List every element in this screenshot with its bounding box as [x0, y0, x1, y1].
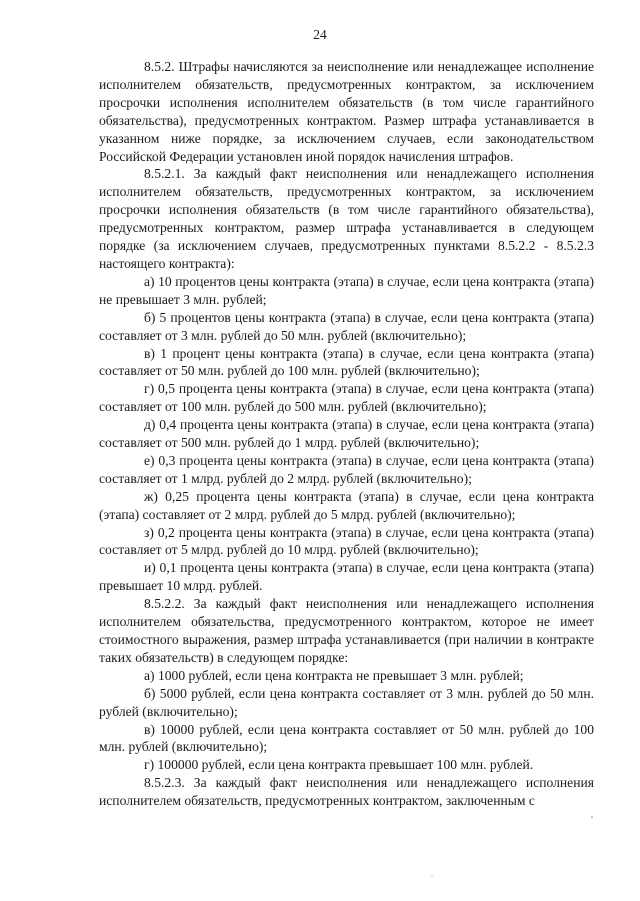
scan-speck	[591, 816, 593, 818]
list-item-g: г) 0,5 процента цены контракта (этапа) в случае, если цена контракта (этапа) составляет от 100 млн. рублей до 500 млн. рублей (включительно);	[99, 381, 594, 415]
list-item-i: и) 0,1 процента цены контракта (этапа) в случае, если цена контракта (этапа) превышает 10 млрд. рублей.	[99, 560, 594, 594]
scan-speck	[431, 875, 432, 876]
paragraph-8-5-2-2: 8.5.2.2. За каждый факт неисполнения или ненадлежащего исполнения исполнителем обязательства, предусмотренного контрактом, которое не имеет стоимостного выражения, размер штрафа устанавливается (при наличии в контракте таких обязательств) в следующем порядке:	[99, 596, 594, 665]
list-item-zh: ж) 0,25 процента цены контракта (этапа) в случае, если цена контракта (этапа) составляет от 2 млрд. рублей до 5 млрд. рублей (включительно);	[99, 488, 594, 522]
list-item-z: з) 0,2 процента цены контракта (этапа) в случае, если цена контракта (этапа) составляет от 5 млрд. рублей до 10 млрд. рублей (включительно);	[99, 524, 594, 558]
fine-item-g: г) 100000 рублей, если цена контракта превышает 100 млн. рублей.	[144, 757, 534, 773]
fine-item-a: а) 1000 рублей, если цена контракта не превышает 3 млн. рублей;	[144, 667, 524, 683]
document-body	[99, 58, 594, 810]
fine-item-v: в) 10000 рублей, если цена контракта составляет от 50 млн. рублей до 100 млн. рублей (включительно);	[99, 721, 594, 755]
list-item-a: а) 10 процентов цены контракта (этапа) в случае, если цена контракта (этапа) не превышает 3 млн. рублей;	[99, 273, 594, 307]
list-item-b: б) 5 процентов цены контракта (этапа) в случае, если цена контракта (этапа) составляет от 3 млн. рублей до 50 млн. рублей (включительно);	[99, 309, 594, 343]
page-number: 24	[313, 27, 327, 42]
list-item-d: д) 0,4 процента цены контракта (этапа) в случае, если цена контракта (этапа) составляет от 500 млн. рублей до 1 млрд. рублей (включительно);	[99, 417, 594, 451]
list-item-v: в) 1 процент цены контракта (этапа) в случае, если цена контракта (этапа) составляет от 50 млн. рублей до 100 млн. рублей (включительно);	[99, 345, 594, 379]
paragraph-8-5-2-3: 8.5.2.3. За каждый факт неисполнения или ненадлежащего исполнения исполнителем обязательств, предусмотренных контрактом, заключенным с	[99, 775, 594, 809]
paragraph-8-5-2-1: 8.5.2.1. За каждый факт неисполнения или ненадлежащего исполнения исполнителем обязательств, предусмотренных контрактом, за исключением просрочки исполнения обязательств (в том числе гарантийного обязательства), предусмотренных контрактом, размер штрафа устанавливается в следующем порядке (за исключением случаев, предусмотренных пунктами 8.5.2.2 - 8.5.2.3 настоящего контракта):	[99, 166, 594, 271]
fine-item-b: б) 5000 рублей, если цена контракта составляет от 3 млн. рублей до 50 млн. рублей (включительно);	[99, 685, 594, 719]
list-item-e: е) 0,3 процента цены контракта (этапа) в случае, если цена контракта (этапа) составляет от 1 млрд. рублей до 2 млрд. рублей (включительно);	[99, 452, 594, 486]
paragraph-8-5-2: 8.5.2. Штрафы начисляются за неисполнение или ненадлежащее исполнение исполнителем обязательств, предусмотренных контрактом, за исключением просрочки исполнения исполнителем обязательств (в том числе гарантийного обязательства), предусмотренных контрактом. Размер штрафа устанавливается в указанном ниже порядке, за исключением случаев, если законодательством Российской Федерации установлен иной порядок начисления штрафов.	[99, 59, 594, 164]
